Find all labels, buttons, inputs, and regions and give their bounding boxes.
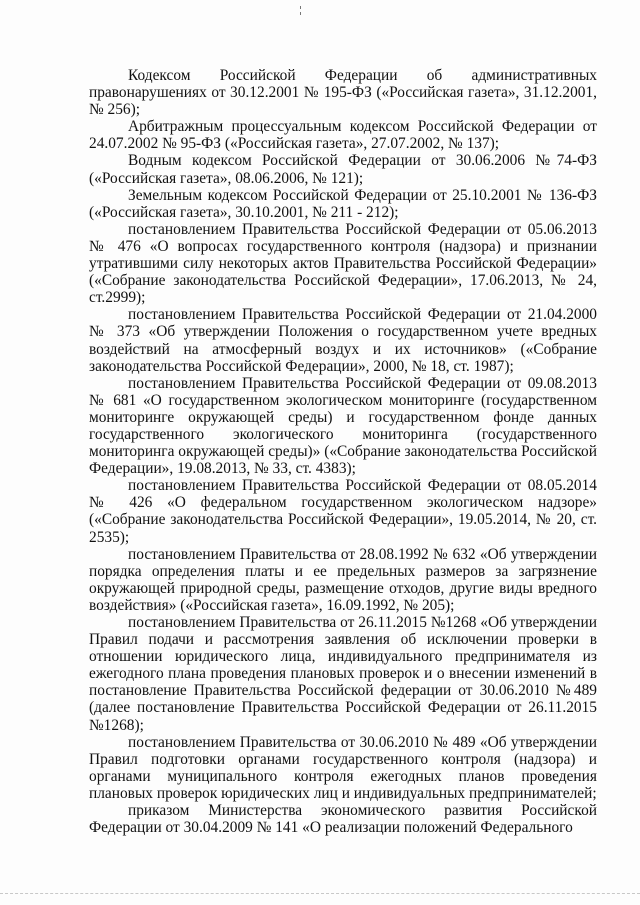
- paragraph-resolution-1268: постановлением Правительства от 26.11.2015 №1268 «Об утверждении Правил подачи и рассмотрения заявления об исключении проверки в отношении юридического лица, индивидуального предпринимателя из ежегодного плана проведения плановых проверок и о внесении изменений в постановление Правительства Российской федерации от 30.06.2010 №489 (далее постановление Правительства Российской Федерации от 26.11.2015 №1268);: [89, 614, 597, 734]
- paragraph-order-141: приказом Министерства экономического развития Российской Федерации от 30.04.2009 № 141 «О реализации положений Федерального: [89, 802, 597, 837]
- paragraph-land-code: Земельным кодексом Российской Федерации от 25.10.2001 № 136-ФЗ («Российская газета», 30.10.2001, № 211 - 212);: [89, 186, 597, 221]
- paragraph-resolution-681: постановлением Правительства Российской Федерации от 09.08.2013 № 681 «О государственном экологическом мониторинге (государственном мониторинге окружающей среды) и государственном фонде данных государственного экологического мониторинга (государственного мониторинга окружающей среды)» («Собрание законодательства Российской Федерации», 19.08.2013, № 33, ст. 4383);: [89, 374, 597, 478]
- paragraph-resolution-489: постановлением Правительства от 30.06.2010 № 489 «Об утверждении Правил подготовки органами государственного контроля (надзора) и органами муниципального контроля ежегодных планов проведения плановых проверок юридических лиц и индивидуальных предпринимателей;: [89, 733, 597, 802]
- document-body: [89, 67, 597, 836]
- paragraph-koap: Кодексом Российской Федерации об административных правонарушениях от 30.12.2001 № 195-ФЗ («Российская газета», 31.12.2001, № 256);: [89, 67, 597, 119]
- paragraph-water-code: Водным кодексом Российской Федерации от 30.06.2006 №74-ФЗ («Российская газета», 08.06.2006, № 121);: [89, 152, 597, 187]
- paragraph-resolution-476: постановлением Правительства Российской Федерации от 05.06.2013 № 476 «О вопросах государственного контроля (надзора) и признании утратившими силу некоторых актов Правительства Российской Федерации» («Собрание законодательства Российской Федерации», 17.06.2013, № 24, ст.2999);: [89, 220, 597, 307]
- scan-mark: [300, 6, 302, 16]
- paragraph-resolution-373: постановлением Правительства Российской Федерации от 21.04.2000 № 373 «Об утверждении Положения о государственном учете вредных воздействий на атмосферный воздух и их источников» («Собрание законодательства Российской Федерации», 2000, № 18, ст. 1987);: [89, 306, 597, 375]
- paragraph-resolution-632: постановлением Правительства от 28.08.1992 № 632 «Об утверждении порядка определения платы и ее предельных размеров за загрязнение окружающей природной среды, размещение отходов, другие виды вредного воздействия» («Российская газета», 16.09.1992, № 205);: [89, 545, 597, 614]
- paragraph-resolution-426: постановлением Правительства Российской Федерации от 08.05.2014 № 426 «О федеральном государственном экологическом надзоре» («Собрание законодательства Российской Федерации», 19.05.2014, № 20, ст. 2535);: [89, 477, 597, 546]
- page-bottom-edge: [0, 893, 640, 894]
- paragraph-apk: Арбитражным процессуальным кодексом Российской Федерации от 24.07.2002 № 95-ФЗ («Российская газета», 27.07.2002, № 137);: [89, 118, 597, 153]
